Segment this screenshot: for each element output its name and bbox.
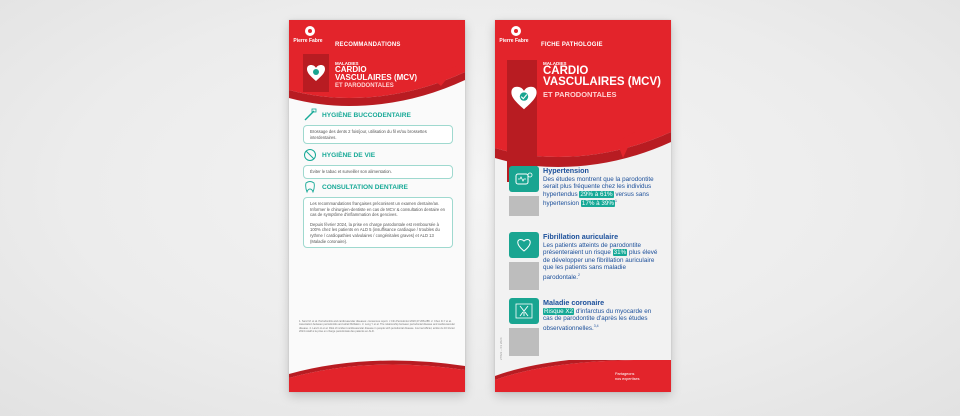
- recommendations-leaflet: [289, 20, 465, 392]
- item-text: Les patients atteints de parodontite présenteraient un risque 31% plus élevé de développer une fibrillation auriculaire que les patients sans maladie parodontale.$^2$: [543, 242, 658, 281]
- item-title: Maladie coronaire: [543, 298, 605, 307]
- brand-logo: Pierre Fabre: [503, 26, 529, 44]
- heart-emblem: [509, 76, 539, 120]
- section-text: Brossage des dents 2 fois/jour, utilisation du fil et/ou brossettes interdentaires.: [310, 129, 427, 140]
- section-text: Éviter le tabac et surveiller son alimentation.: [310, 169, 392, 174]
- heart-icon: [509, 232, 539, 258]
- section-title: HYGIÈNE BUCCODENTAIRE: [322, 111, 411, 119]
- tab-label: RECOMMANDATIONS: [335, 42, 401, 48]
- coronary-arteries-icon: [509, 298, 539, 324]
- heart-emblem: [303, 54, 329, 92]
- leaflet-title: MALADIES CARDIO VASCULAIRES (MCV) ET PARODONTALES: [543, 61, 661, 99]
- references: 1. Sanz M. et al. Periodontitis and cardiovascular diseases: consensus report. J Clin Periodontol 2020;47:268-288. 2. Chen D-Y et al. Association between periodontitis and atrial fibrillation. 3. Leng Y et al. The relationship between periodontal disease and cardiovascular disease. 4. Larvin H et al. Risk of incident cardiovascular disease in people with periodontal disease. Journal officiel, arrêté du 16 février 2024 relatif à la prise en charge parodontale des patients en ALD.: [299, 320, 455, 334]
- footer-wave: [289, 360, 465, 392]
- section-oral-hygiene: [303, 108, 453, 144]
- item-title: Fibrillation auriculaire: [543, 232, 619, 241]
- tab-label: FICHE PATHOLOGIE: [541, 42, 603, 48]
- section-text: Depuis février 2024, la prise en charge parodontale est remboursée à 100% chez les patients en ALD 5 (insuffisance cardiaque / troubles du rythme / cardiopathies valvulaires / congénitales graves) et ALD 13 (Maladie coronaire).: [310, 221, 440, 244]
- highlight-value: 17% à 39%: [581, 200, 615, 208]
- document-code: 27822 – 03 2024: [499, 337, 503, 360]
- highlight-value: Risque X2: [544, 308, 574, 315]
- tooth-icon: [303, 180, 317, 194]
- highlight-value: 31%: [613, 249, 627, 257]
- tagline: Partageons nos expertises: [615, 372, 640, 381]
- brand-logo: Pierre Fabre: [297, 26, 323, 44]
- item-text: Risque X2 d'infarctus du myocarde en cas de parodontite d'après les études observationnelles.$^{3,4}$: [543, 308, 652, 332]
- section-lifestyle: [303, 148, 453, 179]
- section-title: CONSULTATION DENTAIRE: [322, 183, 408, 191]
- pathology-leaflet: [495, 20, 671, 392]
- section-text: Les recommandations françaises préconisent un examen dentaire/an. Informer le chirurgien-dentiste en cas de MCV & consultation dentaire en cas de symptôme d'inflammation des gencives.: [310, 201, 446, 218]
- section-dental-consultation: [303, 180, 453, 248]
- section-title: HYGIÈNE DE VIE: [322, 151, 376, 159]
- no-smoking-icon: [303, 148, 317, 162]
- leaflet-title: MALADIES CARDIO VASCULAIRES (MCV) ET PARODONTALES: [335, 61, 418, 89]
- footer-wave: [495, 360, 671, 392]
- highlight-value: 29% à 61%: [580, 190, 613, 198]
- item-text: Des études montrent que la parodontite serait plus fréquente chez les individus hypertendus 29% à 61% versus sans hypertension 17% à 39%$^1$: [543, 176, 654, 208]
- blood-pressure-icon: [509, 166, 539, 192]
- item-title: Hypertension: [543, 166, 589, 175]
- toothbrush-icon: [303, 108, 317, 122]
